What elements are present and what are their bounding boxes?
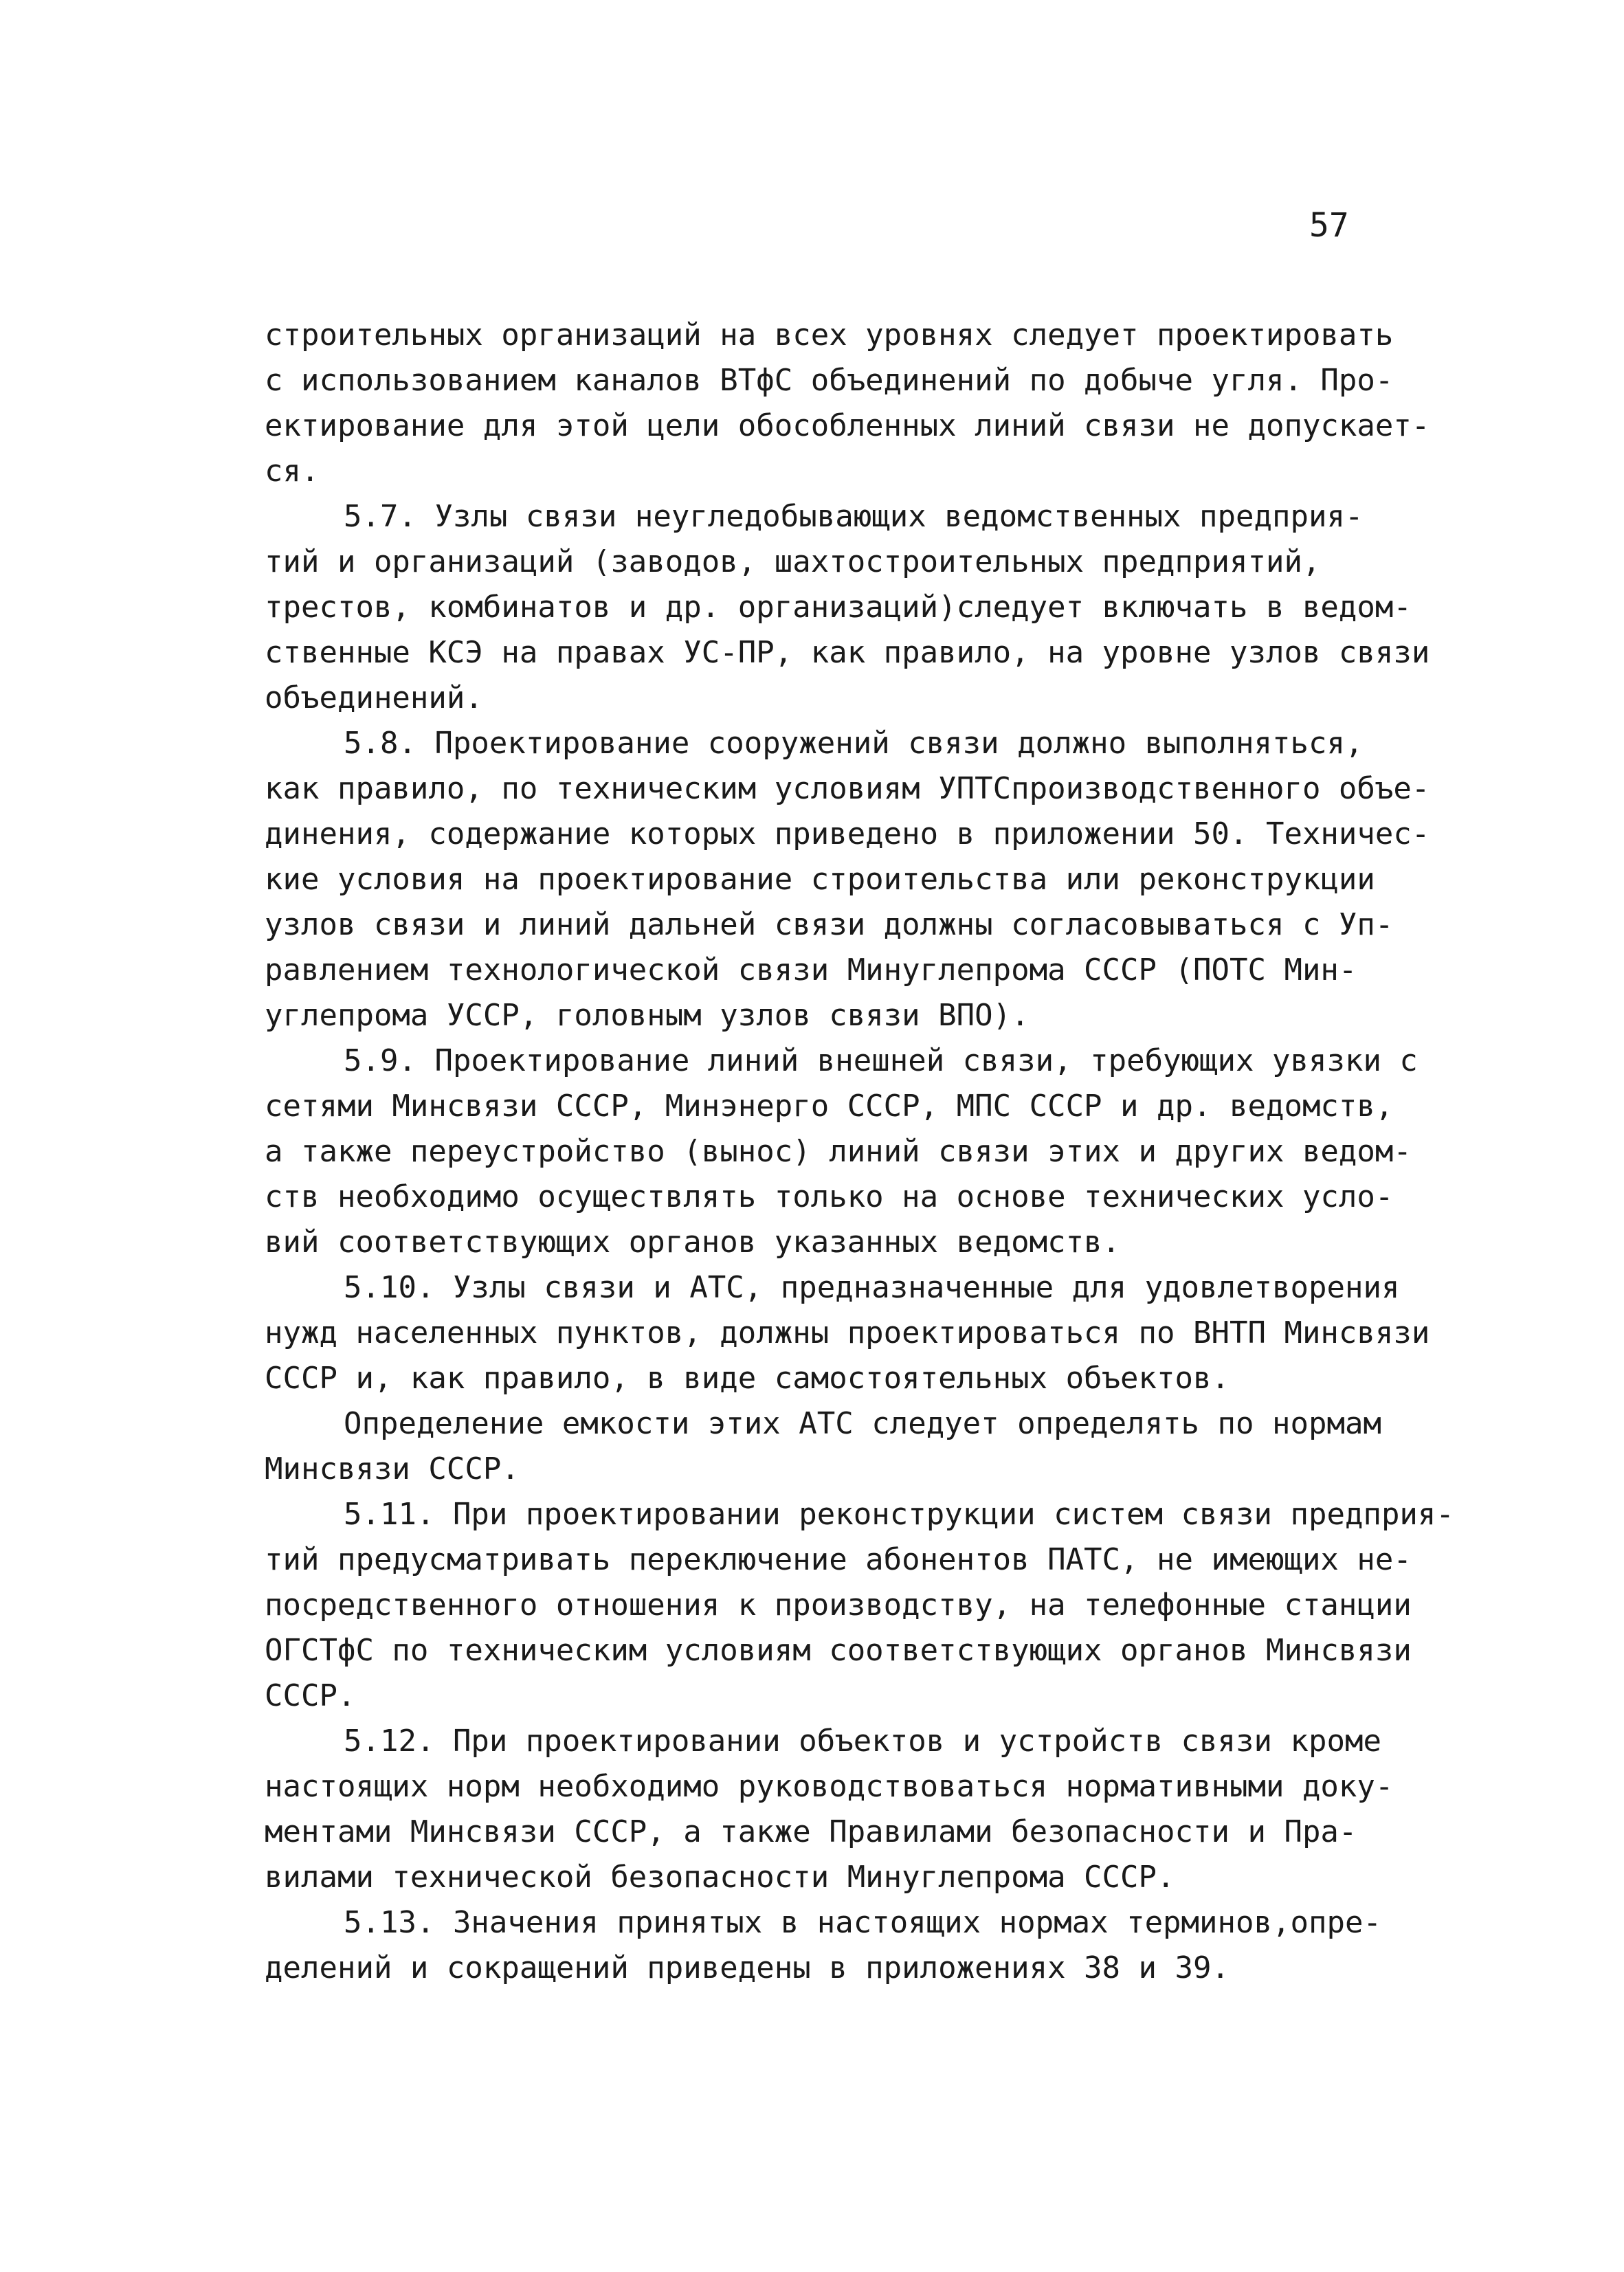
text-line: углепрома УССР, головным узлов связи ВПО). [265,998,1030,1033]
text-line: вий соответствующих органов указанных ведомств. [265,1225,1121,1260]
text-line: 5.12. При проектировании объектов и устройств связи кроме [344,1724,1381,1759]
text-line: объединений. [265,680,483,715]
text-line: трестов, комбинатов и др. организаций)следует включать в ведом- [265,590,1412,625]
text-line: сетями Минсвязи СССР, Минэнерго СССР, МПС СССР и др. ведомств, [265,1089,1394,1124]
text-line: СССР. [265,1678,356,1713]
text-line: ственные КСЭ на правах УС-ПР, как правило, на уровне узлов связи [265,635,1430,670]
text-line: ся. [265,454,320,489]
text-line: нужд населенных пунктов, должны проектироваться по ВНТП Минсвязи [265,1315,1430,1350]
text-line: 5.9. Проектирование линий внешней связи, требующих увязки с [344,1043,1418,1078]
text-line: динения, содержание которых приведено в приложении 50. Техничес- [265,816,1430,851]
text-line: СССР и, как правило, в виде самостоятельных объектов. [265,1361,1230,1396]
text-line: ектирование для этой цели обособленных линий связи не допускает- [265,408,1430,443]
text-line: как правило, по техническим условиям УПТСпроизводственного объе- [265,771,1430,806]
text-line: 5.13. Значения принятых в настоящих нормах терминов,опре- [344,1905,1381,1940]
text-line: ментами Минсвязи СССР, а также Правилами безопасности и Пра- [265,1814,1357,1849]
page-number: 57 [1309,206,1349,245]
text-line: ств необходимо осуществлять только на основе технических усло- [265,1179,1394,1214]
text-line: а также переустройство (вынос) линий связи этих и других ведом- [265,1134,1412,1169]
text-line: Минсвязи СССР. [265,1451,520,1486]
text-line: Определение емкости этих АТС следует определять по нормам [344,1406,1381,1441]
text-line: делений и сокращений приведены в приложениях 38 и 39. [265,1950,1230,1985]
text-line: вилами технической безопасности Минуглепрома СССР. [265,1860,1175,1895]
text-line: 5.10. Узлы связи и АТС, предназначенные для удовлетворения [344,1270,1400,1305]
text-line: узлов связи и линий дальней связи должны согласовываться с Уп- [265,907,1394,942]
text-line: тий и организаций (заводов, шахтостроительных предприятий, [265,544,1321,579]
text-line: 5.11. При проектировании реконструкции систем связи предприя- [344,1497,1454,1532]
text-line: равлением технологической связи Минуглепрома СССР (ПОТС Мин- [265,953,1357,988]
text-line: кие условия на проектирование строительства или реконструкции [265,862,1375,897]
text-line: 5.8. Проектирование сооружений связи должно выполняться, [344,726,1364,761]
text-line: тий предусматривать переключение абонентов ПАТС, не имеющих не- [265,1542,1412,1577]
body-text [265,313,1454,1991]
text-line: ОГСТфС по техническим условиям соответствующих органов Минсвязи [265,1633,1412,1668]
text-line: 5.7. Узлы связи неугледобывающих ведомственных предприя- [344,499,1364,534]
text-line: с использованием каналов ВТфС объединений по добыче угля. Про- [265,363,1394,398]
text-line: строительных организаций на всех уровнях следует проектировать [265,318,1394,353]
text-line: посредственного отношения к производству, на телефонные станции [265,1588,1412,1623]
text-line: настоящих норм необходимо руководствоваться нормативными доку- [265,1769,1394,1804]
